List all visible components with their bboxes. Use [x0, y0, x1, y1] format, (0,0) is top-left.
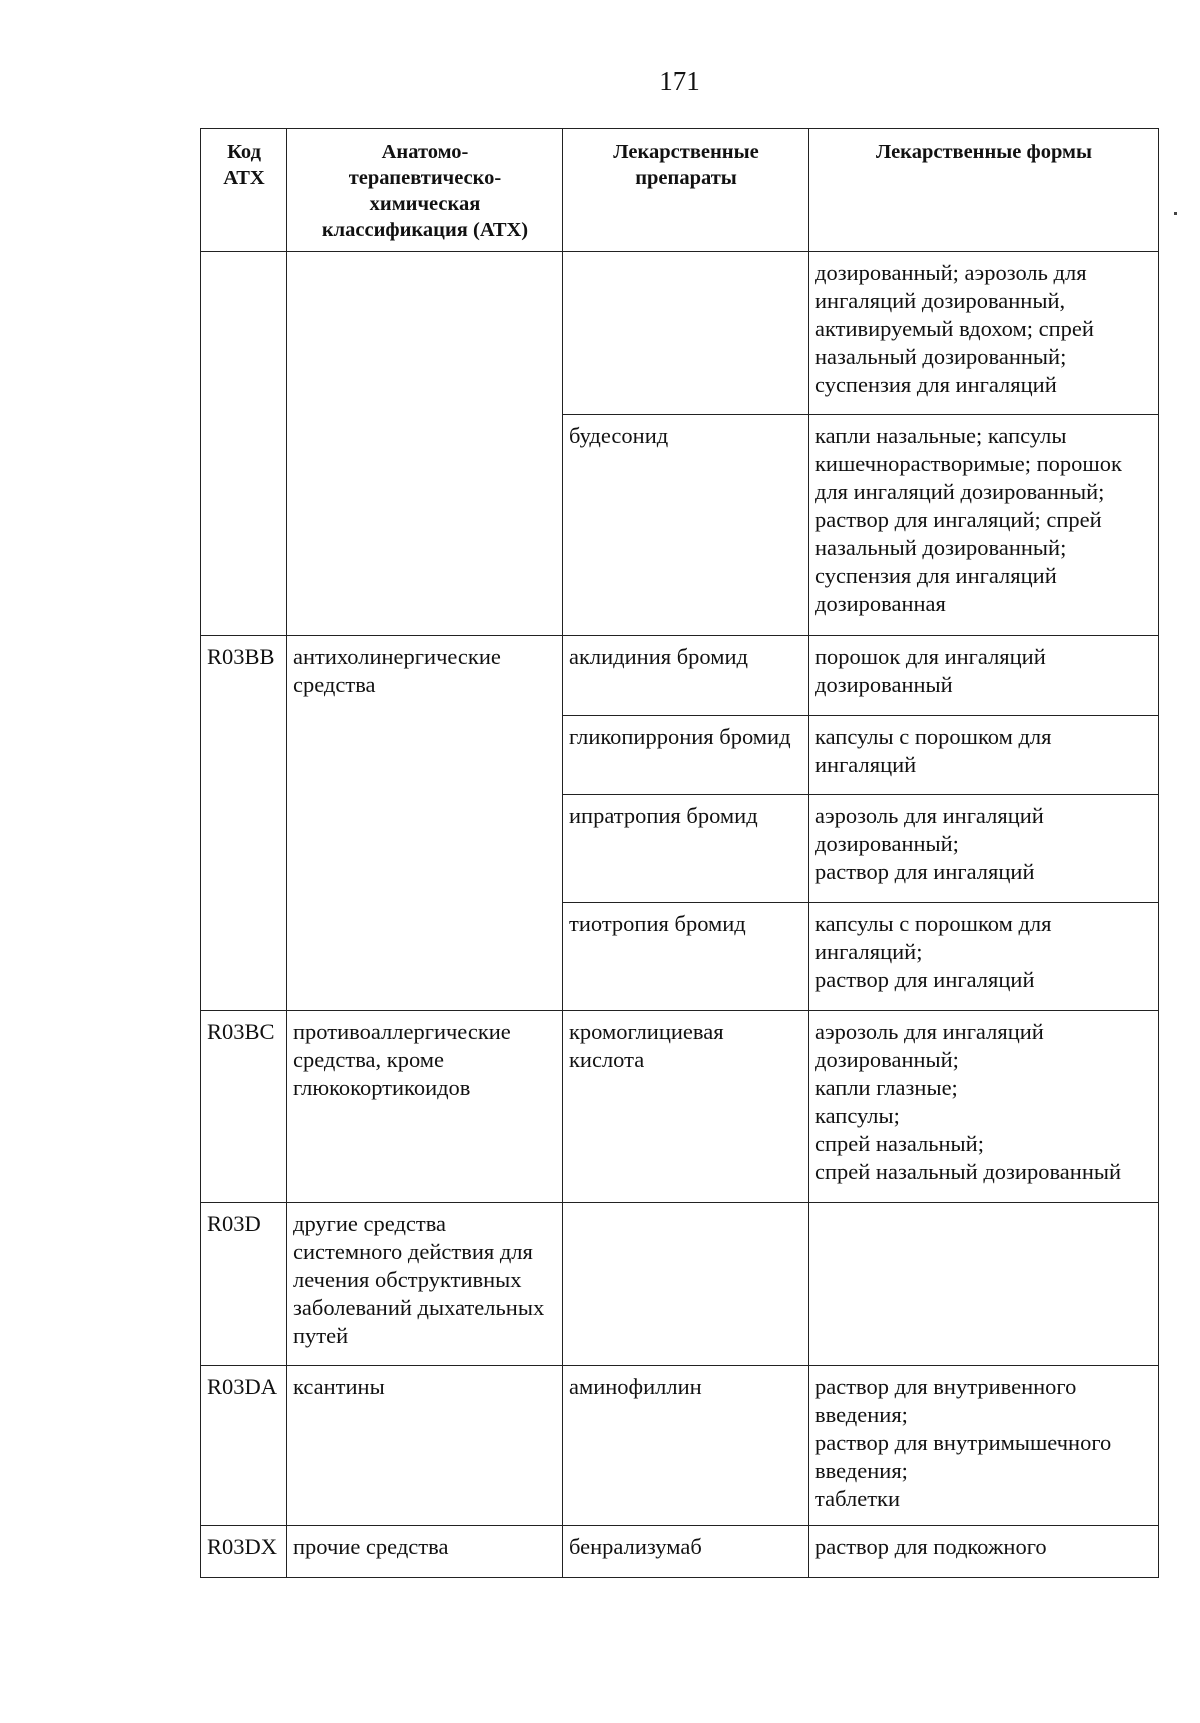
- cell-drug: аминофиллин: [563, 1366, 809, 1526]
- cell-drug: [563, 252, 809, 415]
- cell-classification: [287, 252, 563, 636]
- atx-table: [200, 128, 1159, 1578]
- cell-code: R03BB: [201, 636, 287, 1011]
- cell-code: R03D: [201, 1203, 287, 1366]
- cell-forms: раствор для подкожного: [809, 1526, 1159, 1578]
- cell-code: [201, 252, 287, 636]
- table-row: [201, 1011, 1159, 1203]
- header-forms: Лекарственные формы: [809, 129, 1159, 252]
- cell-forms: [809, 1203, 1159, 1366]
- table-row: [201, 1526, 1159, 1578]
- cell-drug: тиотропия бромид: [563, 903, 809, 1011]
- cell-forms: дозированный; аэрозоль для ингаляций дозированный, активируемый вдохом; спрей назальный дозированный; суспензия для ингаляций: [809, 252, 1159, 415]
- scan-speck: [1174, 212, 1177, 215]
- cell-code: R03BC: [201, 1011, 287, 1203]
- cell-classification: противоаллергические средства, кроме глюкокортикоидов: [287, 1011, 563, 1203]
- cell-forms: аэрозоль для ингаляций дозированный; раствор для ингаляций: [809, 795, 1159, 903]
- cell-code: R03DX: [201, 1526, 287, 1578]
- cell-forms: капли назальные; капсулы кишечнорастворимые; порошок для ингаляций дозированный; раствор для ингаляций; спрей назальный дозированный; суспензия для ингаляций дозированная: [809, 415, 1159, 636]
- header-drugs: Лекарственные препараты: [563, 129, 809, 252]
- cell-classification: антихолинергические средства: [287, 636, 563, 1011]
- cell-classification: ксантины: [287, 1366, 563, 1526]
- table-row: [201, 636, 1159, 716]
- cell-drug: аклидиния бромид: [563, 636, 809, 716]
- cell-drug: [563, 1203, 809, 1366]
- cell-drug: кромоглициевая кислота: [563, 1011, 809, 1203]
- table-row: [201, 1366, 1159, 1526]
- cell-classification: прочие средства: [287, 1526, 563, 1578]
- cell-forms: капсулы с порошком для ингаляций: [809, 716, 1159, 795]
- cell-drug: бенрализумаб: [563, 1526, 809, 1578]
- table-header-row: [201, 129, 1159, 252]
- cell-drug: ипратропия бромид: [563, 795, 809, 903]
- page-number: 171: [659, 66, 700, 96]
- cell-forms: капсулы с порошком для ингаляций; раствор для ингаляций: [809, 903, 1159, 1011]
- cell-code: R03DA: [201, 1366, 287, 1526]
- table-row: [201, 252, 1159, 415]
- cell-classification: другие средства системного действия для лечения обструктивных заболеваний дыхательных путей: [287, 1203, 563, 1366]
- cell-forms: порошок для ингаляций дозированный: [809, 636, 1159, 716]
- cell-forms: аэрозоль для ингаляций дозированный; капли глазные; капсулы; спрей назальный; спрей назальный дозированный: [809, 1011, 1159, 1203]
- cell-forms: раствор для внутривенного введения; раствор для внутримышечного введения; таблетки: [809, 1366, 1159, 1526]
- header-code: Код АТХ: [201, 129, 287, 252]
- header-classification: Анатомо- терапевтическо- химическая классификация (АТХ): [287, 129, 563, 252]
- cell-drug: гликопиррония бромид: [563, 716, 809, 795]
- cell-drug: будесонид: [563, 415, 809, 636]
- table-row: [201, 1203, 1159, 1366]
